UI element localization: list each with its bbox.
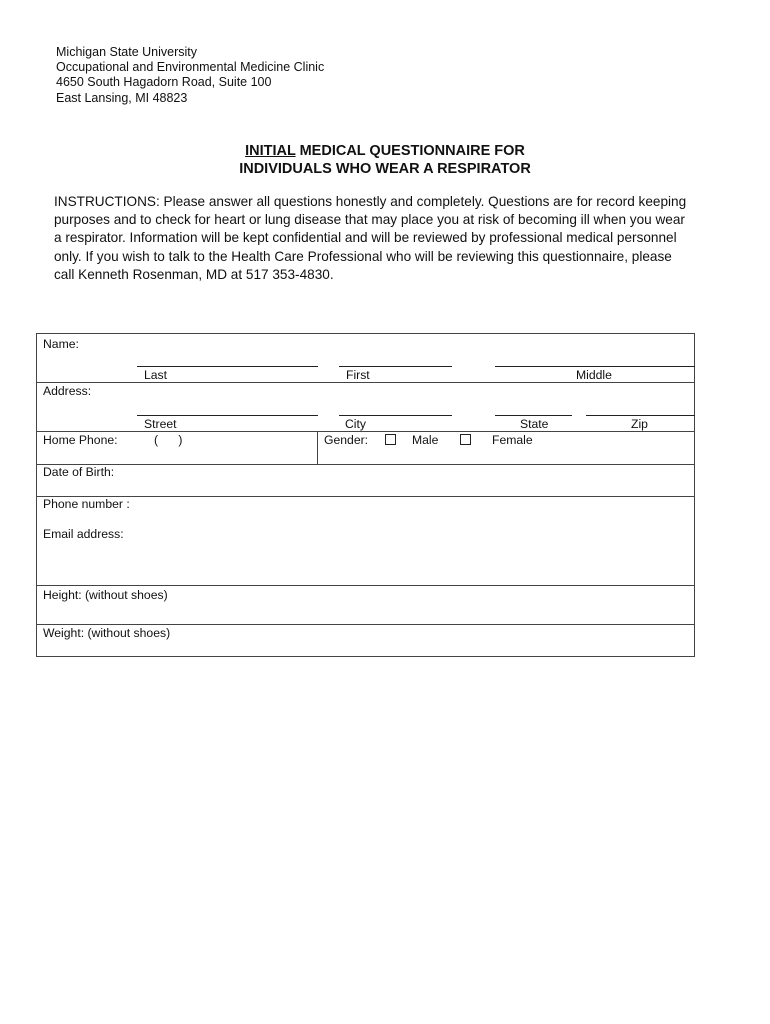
row-divider [37,585,694,586]
height-label: Height: (without shoes) [43,588,168,602]
state-field[interactable] [495,415,572,416]
header-line-university: Michigan State University [56,45,198,59]
street-caption: Street [144,417,177,431]
home-phone-label: Home Phone: [43,433,118,447]
first-name-caption: First [346,368,370,382]
personal-info-form [36,333,695,657]
first-name-field[interactable] [339,366,452,367]
title-initial: INITIAL [245,143,296,159]
middle-name-field[interactable] [495,366,695,367]
city-field[interactable] [339,415,452,416]
row-divider [37,496,694,497]
row-divider [37,464,694,465]
zip-field[interactable] [586,415,695,416]
row-divider [37,431,694,432]
zip-caption: Zip [631,417,648,431]
city-caption: City [345,417,366,431]
weight-label: Weight: (without shoes) [43,626,171,640]
last-name-field[interactable] [137,366,318,367]
dob-label: Date of Birth: [43,465,115,479]
name-label: Name: [43,337,79,351]
gender-label: Gender: [324,433,369,447]
male-label: Male [412,433,439,447]
header-line-clinic: Occupational and Environmental Medicine Clinic [56,60,325,75]
last-name-caption: Last [144,368,168,382]
female-checkbox[interactable] [460,434,471,445]
male-checkbox[interactable] [385,434,396,445]
female-label: Female [492,433,533,447]
title-line2: INDIVIDUALS WHO WEAR A RESPIRATOR [239,161,531,177]
clinic-address-block [56,45,324,106]
phone-number-label: Phone number : [43,497,130,511]
middle-name-caption: Middle [576,368,612,382]
street-field[interactable] [137,415,318,416]
row-divider [37,382,694,383]
state-caption: State [520,417,549,431]
email-address-label: Email address: [43,527,124,541]
home-phone-area-code[interactable]: ( ) [154,433,183,447]
document-title [0,142,770,178]
address-label: Address: [43,384,92,398]
title-line1-rest: MEDICAL QUESTIONNAIRE FOR [295,143,525,159]
row-divider [37,624,694,625]
instructions-paragraph: INSTRUCTIONS: Please answer all questions honestly and completely. Questions are for record keeping purposes and to check for heart or lung disease that may place you at risk of becoming ill when you wear a respirator. Information will be kept confidential and will be reviewed by professional medical personnel only. If you wish to talk to the Health Care Professional who will be reviewing this questionnaire, please call Kenneth Rosenman, MD at 517 353-4830. [54,194,687,282]
header-line-city: East Lansing, MI 48823 [56,90,188,105]
header-line-street: 4650 South Hagadorn Road, Suite 100 [56,75,272,90]
column-divider [317,431,318,464]
